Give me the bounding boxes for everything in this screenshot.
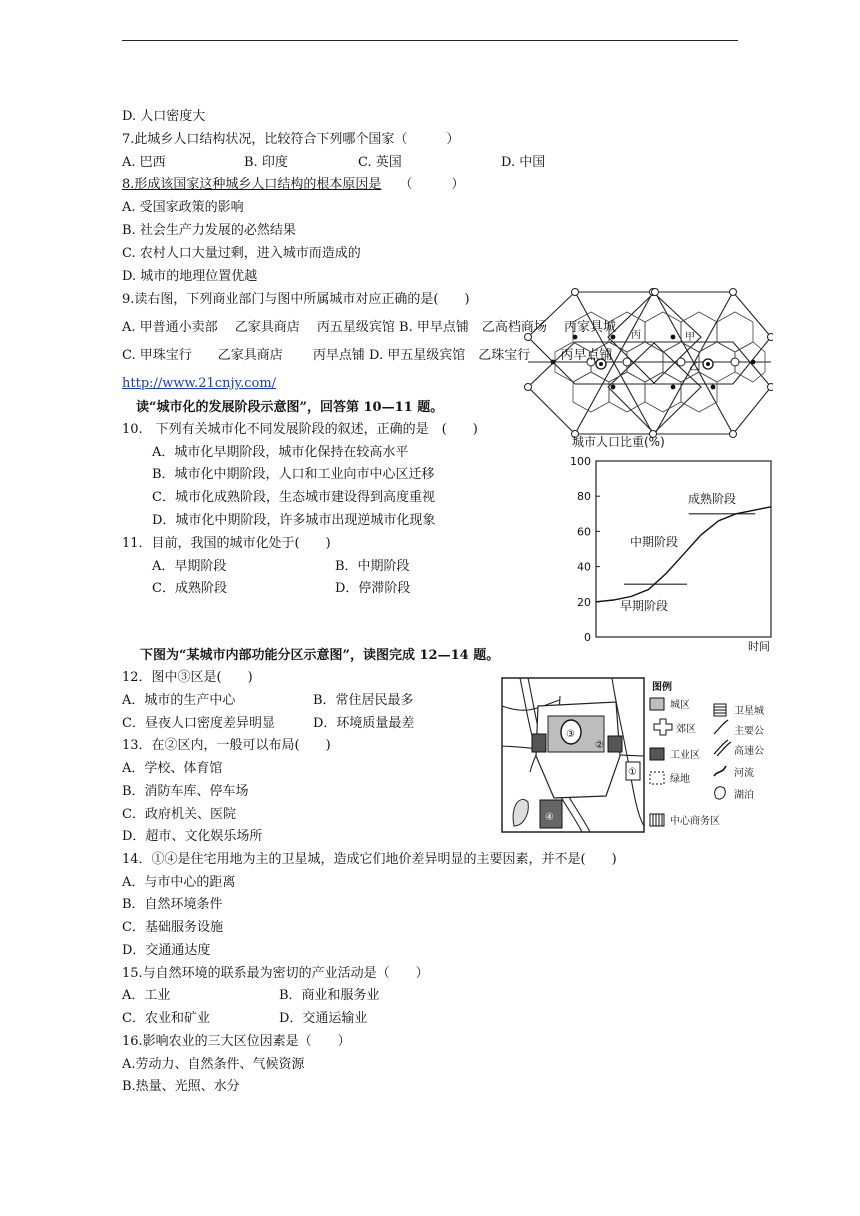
q8-paren: （ ）	[399, 177, 465, 192]
q11-option-d: D．停滞阶段	[335, 581, 411, 596]
q8-option-c: C. 农村人口大量过剩，进入城市而造成的	[122, 246, 361, 261]
y-tick-label: 80	[577, 490, 591, 504]
q16-option-b: B.热量、光照、水分	[122, 1079, 240, 1094]
q7-stem: 7.此城乡人口结构状况，比较符合下列哪个国家（ ）	[122, 132, 460, 147]
legend-green: 绿地	[670, 774, 690, 785]
marker-3: ③	[566, 729, 575, 740]
label-yi: 乙	[689, 362, 699, 373]
y-tick-label: 40	[577, 560, 591, 574]
q13-option-d: D．超市、文化娱乐场所	[122, 829, 263, 844]
legend-highway: 高速公	[734, 746, 764, 757]
q9-options-line1: A. 甲普通小卖部 乙家具商店 丙五星级宾馆 B. 甲早点铺 乙高档商场 丙家具城	[122, 320, 617, 335]
q12-option-d: D．环境质量最差	[313, 716, 415, 731]
legend-suburb: 郊区	[676, 724, 696, 735]
q8-option-a: A. 受国家政策的影响	[122, 200, 244, 215]
urbanization-stage-chart	[560, 430, 810, 658]
y-tick-label: 20	[577, 595, 591, 609]
q11-option-c: C．成熟阶段	[152, 581, 227, 596]
q15-option-d: D．交通运输业	[279, 1011, 368, 1026]
annotation-mature-stage: 成熟阶段	[688, 492, 737, 506]
q11-option-a: A．早期阶段	[152, 559, 227, 574]
industrial-block-west	[532, 734, 546, 752]
y-tick-label: 0	[584, 631, 591, 644]
legend-swatch-main-road	[714, 720, 728, 734]
marker-2: ②	[595, 740, 604, 751]
header-rule	[122, 40, 738, 41]
y-tick-label: 60	[577, 525, 591, 539]
q14-option-b: B．自然环境条件	[122, 897, 223, 912]
q11-stem: 11．目前，我国的城市化处于( )	[122, 536, 331, 551]
annotation-early-stage: 早期阶段	[620, 599, 669, 613]
q15-option-c: C．农业和矿业	[122, 1011, 210, 1026]
q6-option-d: D. 人口密度大	[122, 109, 206, 124]
q10-option-d: D．城市化中期阶段，许多城市出现逆城市化现象	[152, 513, 436, 528]
q13-option-b: B．消防车库、停车场	[122, 784, 249, 799]
q10-option-c: C．城市化成熟阶段，生态城市建设得到高度重视	[152, 490, 435, 505]
legend-swatch-lake	[715, 787, 726, 799]
section-heading-functional-zones: 下图为“某城市内部功能分区示意图”，读图完成 12—14 题。	[140, 648, 500, 663]
q10-stem: 10. 下列有关城市化不同发展阶段的叙述，正确的是 ( )	[122, 422, 478, 437]
q14-stem: 14．①④是住宅用地为主的卫星城，造成它们地价差异明显的主要因素，并不是( )	[122, 852, 617, 867]
q7-option-d: D. 中国	[501, 155, 546, 170]
q8-stem	[122, 177, 464, 193]
section-heading-urbanization: 读“城市化的发展阶段示意图”，回答第 10—11 题。	[136, 400, 444, 415]
q12-stem: 12．图中③区是( )	[122, 670, 253, 685]
legend-city: 城区	[670, 700, 690, 711]
chart-ylabel: 城市人口比重(%)	[572, 435, 665, 449]
marker-1: ①	[628, 767, 637, 778]
q13-option-a: A．学校、体育馆	[122, 761, 223, 776]
q10-option-a: A．城市化早期阶段，城市化保持在较高水平	[152, 445, 409, 460]
legend-satellite: 卫星城	[734, 706, 764, 717]
legend-swatch-green	[650, 772, 664, 784]
annotation-middle-stage: 中期阶段	[630, 535, 679, 549]
q7-option-c: C. 英国	[358, 155, 402, 170]
q8-stem-text: 8.形成该国家这种城乡人口结构的根本原因是	[122, 177, 382, 192]
q16-option-a: A.劳动力、自然条件、气候资源	[122, 1057, 305, 1072]
q11-option-b: B．中期阶段	[335, 559, 410, 574]
q13-option-c: C．政府机关、医院	[122, 807, 236, 822]
legend-swatch-city	[650, 698, 664, 710]
legend-swatch-industry	[650, 748, 664, 760]
q9-stem: 9.读右图，下列商业部门与图中所属城市对应正确的是( )	[122, 292, 470, 307]
legend-cbd: 中心商务区	[670, 816, 720, 827]
label-bing: 丙	[631, 330, 641, 341]
label-jia: 甲	[685, 332, 695, 343]
q12-option-c: C．昼夜人口密度差异明显	[122, 716, 275, 731]
source-link[interactable]: http://www.21cnjy.com/	[122, 376, 277, 391]
q12-option-b: B．常住居民最多	[313, 693, 414, 708]
legend-swatch-river	[714, 766, 726, 776]
q14-option-c: C．基础服务设施	[122, 920, 223, 935]
q8-option-b: B. 社会生产力发展的必然结果	[122, 223, 296, 238]
q14-option-d: D．交通通达度	[122, 943, 211, 958]
legend-title: 图例	[652, 682, 672, 693]
legend-swatch-suburb	[654, 719, 672, 735]
q7-option-b: B. 印度	[244, 155, 288, 170]
q14-option-a: A．与市中心的距离	[122, 875, 236, 890]
urbanization-curve	[596, 507, 771, 602]
city-functional-zone-map	[500, 676, 804, 834]
legend-industry: 工业区	[670, 750, 700, 761]
q8-option-d: D. 城市的地理位置优越	[122, 269, 258, 284]
legend	[650, 698, 764, 827]
main-city-right	[703, 359, 713, 369]
q10-option-b: B．城市化中期阶段，人口和工业向市中心区迁移	[152, 467, 435, 482]
legend-river: 河流	[734, 768, 754, 779]
q15-option-a: A．工业	[122, 988, 171, 1003]
industrial-block-east	[608, 736, 622, 752]
legend-lake: 湖泊	[734, 790, 754, 801]
legend-swatch-highway	[714, 740, 731, 756]
y-tick-label: 100	[570, 455, 591, 468]
q12-option-a: A．城市的生产中心	[122, 693, 236, 708]
chart-xlabel: 时间	[748, 640, 770, 653]
q15-option-b: B．商业和服务业	[279, 988, 380, 1003]
q13-stem: 13．在②区内，一般可以布局( )	[122, 738, 331, 753]
q7-option-a: A. 巴西	[122, 155, 166, 170]
q9-options-line2: C. 甲珠宝行 乙家具商店 丙早点铺 D. 甲五星级宾馆 乙珠宝行 丙早点铺	[122, 348, 613, 363]
q15-stem: 15.与自然环境的联系最为密切的产业活动是（ ）	[122, 966, 429, 981]
q16-stem: 16.影响农业的三大区位因素是（ ）	[122, 1034, 351, 1049]
legend-main-road: 主要公	[734, 726, 764, 737]
marker-4: ④	[545, 812, 554, 823]
